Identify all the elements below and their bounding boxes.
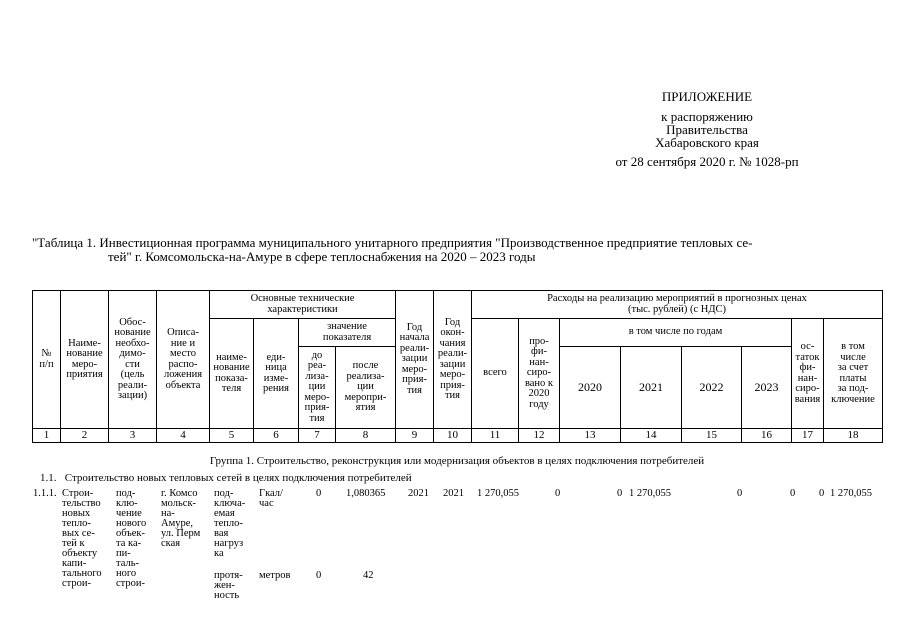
appendix-line1: к распоряжению xyxy=(661,109,753,124)
row-ystart: 2021 xyxy=(408,488,429,499)
row-unit1: Гкал/ час xyxy=(259,488,283,509)
col-num: 5 xyxy=(210,429,254,443)
h-indname: наиме- нование показа- теля xyxy=(210,319,254,429)
col-num: 3 xyxy=(109,429,157,443)
caption-line2: тей" г. Комсомольска-на-Амуре в сфере теплоснабжения на 2020 – 2023 годы xyxy=(108,249,536,264)
subsection-num: 1.1. xyxy=(40,472,57,484)
h-financed: про- фи- нан- сиро- вано к 2020 году xyxy=(519,319,560,429)
h-name: Наиме- нование меро- приятия xyxy=(61,291,109,429)
h-after: после реализа- ции меропри- ятия xyxy=(336,347,396,429)
h-2023: 2023 xyxy=(742,347,792,429)
caption-line1: "Таблица 1. Инвестиционная программа муниципального унитарного предприятия "Производственное предприятие тепловых се- xyxy=(32,235,753,250)
table-caption xyxy=(32,236,872,264)
col-num: 18 xyxy=(824,429,883,443)
appendix-line2: Правительства xyxy=(666,122,748,137)
col-num: 16 xyxy=(742,429,792,443)
h-rest: ос- таток фи- нан- сиро- вания xyxy=(792,319,824,429)
col-num: 17 xyxy=(792,429,824,443)
row-after1: 1,080365 xyxy=(346,488,386,499)
h-fee: в том числе за счет платы за под- ключение xyxy=(824,319,883,429)
h-ystart: Год начала реали- зации меро- прия- тия xyxy=(396,291,434,429)
row-ind2: протя- жен- ность xyxy=(214,570,243,601)
col-num: 1 xyxy=(33,429,61,443)
col-num: 8 xyxy=(336,429,396,443)
h-2020: 2020 xyxy=(560,347,621,429)
h-2022: 2022 xyxy=(682,347,742,429)
col-num: 13 xyxy=(560,429,621,443)
row-ind1: под- ключа- емая тепло- вая нагруз ка xyxy=(214,488,246,559)
appendix-line3: Хабаровского края xyxy=(655,135,759,150)
group-1-heading: Группа 1. Строительство, реконструкция или модернизация объектов в целях подключения потребителей xyxy=(209,455,705,467)
h-num: № п/п xyxy=(33,291,61,429)
row-name: Строи- тельство новых тепло- вых се- тей к объекту капи- тального строи- xyxy=(62,488,102,589)
row-need: под- клю- чение нового объек- та ка- пи- таль- ного строи- xyxy=(116,488,147,589)
row-2023: 0 xyxy=(790,488,796,499)
h-tech: Основные технические характеристики xyxy=(210,291,396,319)
col-num: 6 xyxy=(254,429,299,443)
appendix-title: ПРИЛОЖЕНИЕ xyxy=(661,89,753,104)
col-num: 9 xyxy=(396,429,434,443)
h-need: Обос- нование необхо- димо- сти (цель реали- зации) xyxy=(109,291,157,429)
row-yend: 2021 xyxy=(443,488,464,499)
h-before: до реа- лиза- ции меро- прия- тия xyxy=(299,347,336,429)
row-unit2: метров xyxy=(259,570,291,581)
row-before1: 0 xyxy=(316,488,322,499)
appendix-block xyxy=(557,90,857,168)
row-2021: 1 270,055 xyxy=(629,488,671,499)
row-fee: 1 270,055 xyxy=(830,488,872,499)
h-2021: 2021 xyxy=(621,347,682,429)
h-yend: Год окон- чания реали- зации меро- прия- тия xyxy=(434,291,472,429)
subsection-text: Строительство новых тепловых сетей в целях подключения потребителей xyxy=(64,472,412,484)
col-num: 15 xyxy=(682,429,742,443)
h-total: всего xyxy=(472,319,519,429)
col-num: 11 xyxy=(472,429,519,443)
row-descr: г. Комсо мольск- на- Амуре, ул. Перм ская xyxy=(161,488,201,549)
row-financed: 0 xyxy=(555,488,561,499)
h-byyear: в том числе по годам xyxy=(560,319,792,347)
header-table xyxy=(32,290,883,443)
appendix-date: от 28 сентября 2020 г. № 1028-рп xyxy=(615,154,799,169)
subsection-1-1 xyxy=(40,472,412,484)
row-num: 1.1.1. xyxy=(33,488,57,499)
col-num: 14 xyxy=(621,429,682,443)
row-after2: 42 xyxy=(363,570,374,581)
row-total: 1 270,055 xyxy=(477,488,519,499)
col-num: 7 xyxy=(299,429,336,443)
col-num: 12 xyxy=(519,429,560,443)
row-2020: 0 xyxy=(617,488,623,499)
col-num: 10 xyxy=(434,429,472,443)
h-costs: Расходы на реализацию мероприятий в прогнозных ценах (тыс. рублей) (с НДС) xyxy=(472,291,883,319)
col-num: 4 xyxy=(157,429,210,443)
col-num: 2 xyxy=(61,429,109,443)
h-descr: Описа- ние и место распо- ложения объекта xyxy=(157,291,210,429)
row-2022: 0 xyxy=(737,488,743,499)
row-rest: 0 xyxy=(819,488,825,499)
row-before2: 0 xyxy=(316,570,322,581)
h-unit: еди- ница изме- рения xyxy=(254,319,299,429)
h-value: значение показателя xyxy=(299,319,396,347)
